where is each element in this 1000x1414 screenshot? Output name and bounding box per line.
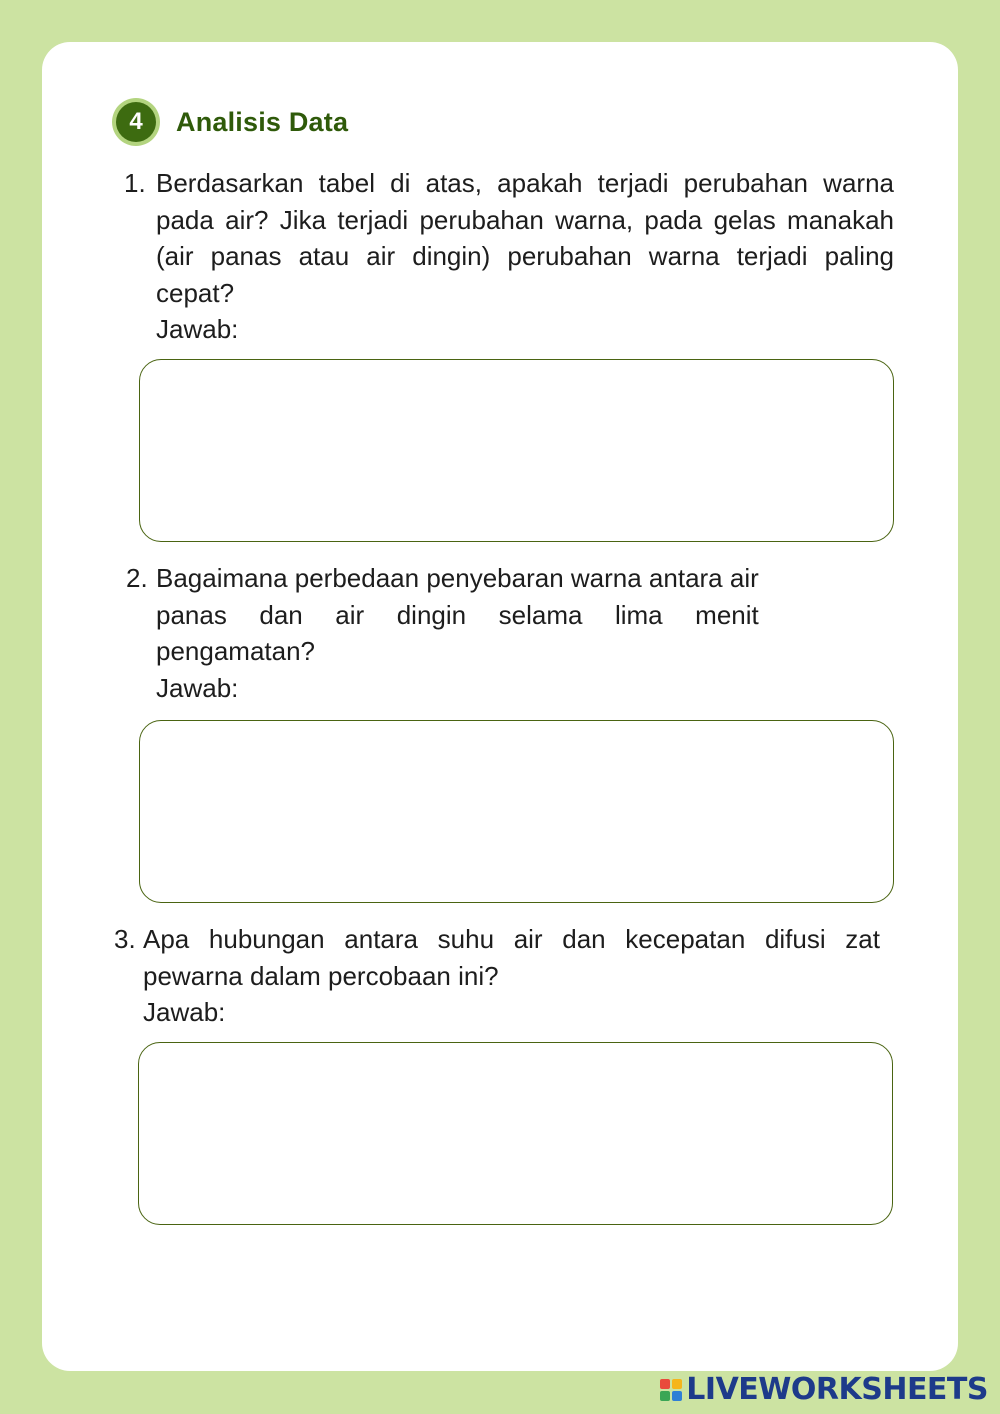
question-2 [126, 560, 894, 706]
question-1 [124, 165, 894, 348]
question-text-line: panas dan air dingin selama lima menit [156, 599, 759, 630]
answer-label: Jawab: [143, 997, 226, 1027]
answer-box-3[interactable] [138, 1042, 893, 1225]
question-text-line: pengamatan? [156, 636, 316, 666]
section-header [116, 102, 348, 142]
question-text: Berdasarkan tabel di atas, apakah terjadi perubahan warna pada air? Jika terjadi perubahan warna, pada gelas manakah (air panas atau air dingin) perubahan warna terjadi paling cepat? [156, 168, 894, 308]
section-number-badge: 4 [116, 102, 156, 142]
brand-name: LIVEWORKSHEETS [686, 1372, 988, 1407]
question-text-block [143, 921, 880, 1031]
liveworksheets-logo-icon [660, 1379, 682, 1401]
answer-box-2[interactable] [139, 720, 894, 903]
section-title: Analisis Data [176, 106, 349, 137]
question-text: Apa hubungan antara suhu air dan kecepatan difusi zat pewarna dalam percobaan ini? [143, 924, 880, 991]
question-text-block [156, 560, 759, 706]
answer-label: Jawab: [156, 314, 239, 344]
liveworksheets-brand[interactable] [660, 1372, 988, 1407]
question-number: 3. [114, 924, 136, 954]
answer-box-1[interactable] [139, 359, 894, 542]
answer-label: Jawab: [156, 672, 239, 703]
question-text-block [156, 165, 894, 348]
question-number: 2. [126, 563, 148, 593]
question-3 [114, 921, 880, 1031]
question-number: 1. [124, 168, 146, 198]
question-text-line: Bagaimana perbedaan penyebaran warna antara air [156, 563, 759, 593]
